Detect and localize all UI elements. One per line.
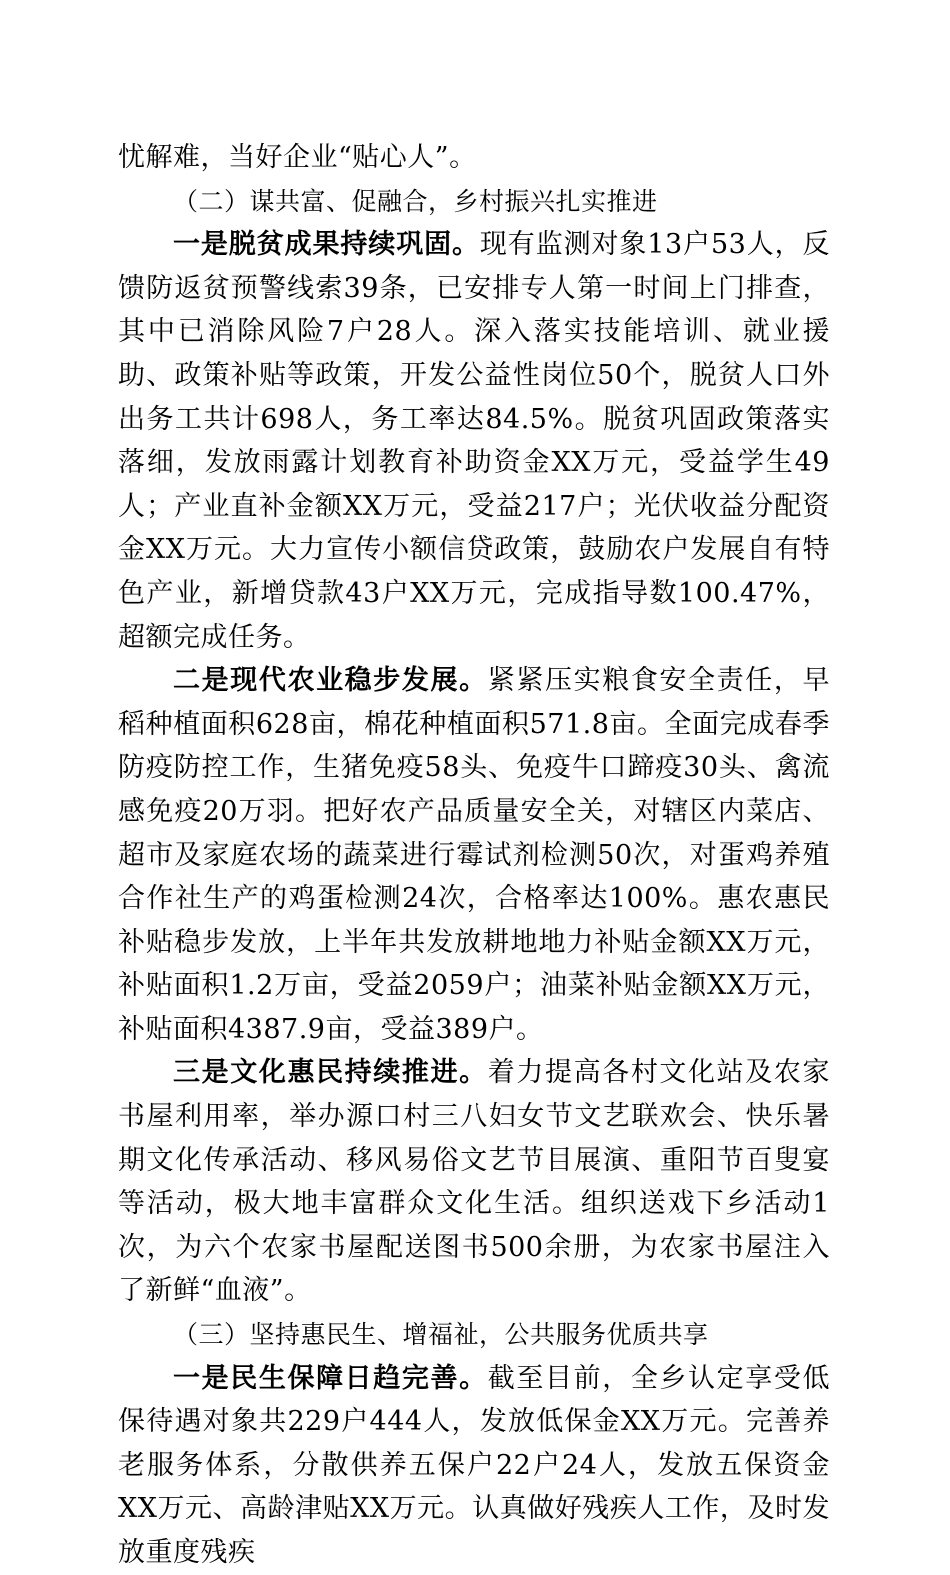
document-page <box>118 136 830 1575</box>
poverty-paragraph <box>118 223 830 659</box>
section-2-heading: （二）谋共富、促融合，乡村振兴扎实推进 <box>173 186 658 216</box>
culture-lead: 三是文化惠民持续推进。 <box>173 1057 488 1089</box>
agriculture-paragraph <box>118 659 830 1051</box>
agriculture-lead: 二是现代农业稳步发展。 <box>173 665 488 697</box>
culture-body: 着力提高各村文化站及农家书屋利用率，举办源口村三八妇女节文艺联欢会、快乐暑期文化传承活动、移风易俗文艺节目展演、重阳节百叟宴等活动，极大地丰富群众文化生活。组织送戏下乡活动1次，为六个农家书屋配送图书500余册，为农家书屋注入了新鲜“血液”。 <box>118 1057 830 1307</box>
section-3-heading: （三）坚持惠民生、增福祉，公共服务优质共享 <box>173 1320 709 1350</box>
livelihood-lead: 一是民生保障日趋完善。 <box>173 1362 488 1394</box>
poverty-body: 现有监测对象13户53人，反馈防返贫预警线索39条，已安排专人第一时间上门排查，其中已消除风险7户28人。深入落实技能培训、就业援助、政策补贴等政策，开发公益性岗位50个，脱贫人口外出务工共计698人，务工率达84.5%。脱贫巩固政策落实落细，发放雨露计划教育补助资金XX万元，受益学生49人；产业直补金额XX万元，受益217户；光伏收益分配资金XX万元。大力宣传小额信贷政策，鼓励农户发展自有特色产业，新增贷款43户XX万元，完成指导数100.47%，超额完成任务。 <box>118 229 830 653</box>
continuation-paragraph: 忧解难，当好企业“贴心人”。 <box>118 142 477 173</box>
agriculture-body: 紧紧压实粮食安全责任，早稻种植面积628亩，棉花种植面积571.8亩。全面完成春季防疫防控工作，生猪免疫58头、免疫牛口蹄疫30头、禽流感免疫20万羽。把好农产品质量安全关，对辖区内菜店、超市及家庭农场的蔬菜进行霉试剂检测50次，对蛋鸡养殖合作社生产的鸡蛋检测24次，合格率达100%。惠农惠民补贴稳步发放，上半年共发放耕地地力补贴金额XX万元，补贴面积1.2万亩，受益2059户；油菜补贴金额XX万元，补贴面积4387.9亩，受益389户。 <box>118 665 830 1045</box>
poverty-lead: 一是脱贫成果持续巩固。 <box>173 229 480 261</box>
livelihood-paragraph <box>118 1357 830 1575</box>
culture-paragraph <box>118 1051 830 1313</box>
livelihood-body: 截至目前，全乡认定享受低保待遇对象共229户444人，发放低保金XX万元。完善养老服务体系，分散供养五保户22户24人，发放五保资金XX万元、高龄津贴XX万元。认真做好残疾人工作，及时发放重度残疾 <box>118 1362 830 1568</box>
